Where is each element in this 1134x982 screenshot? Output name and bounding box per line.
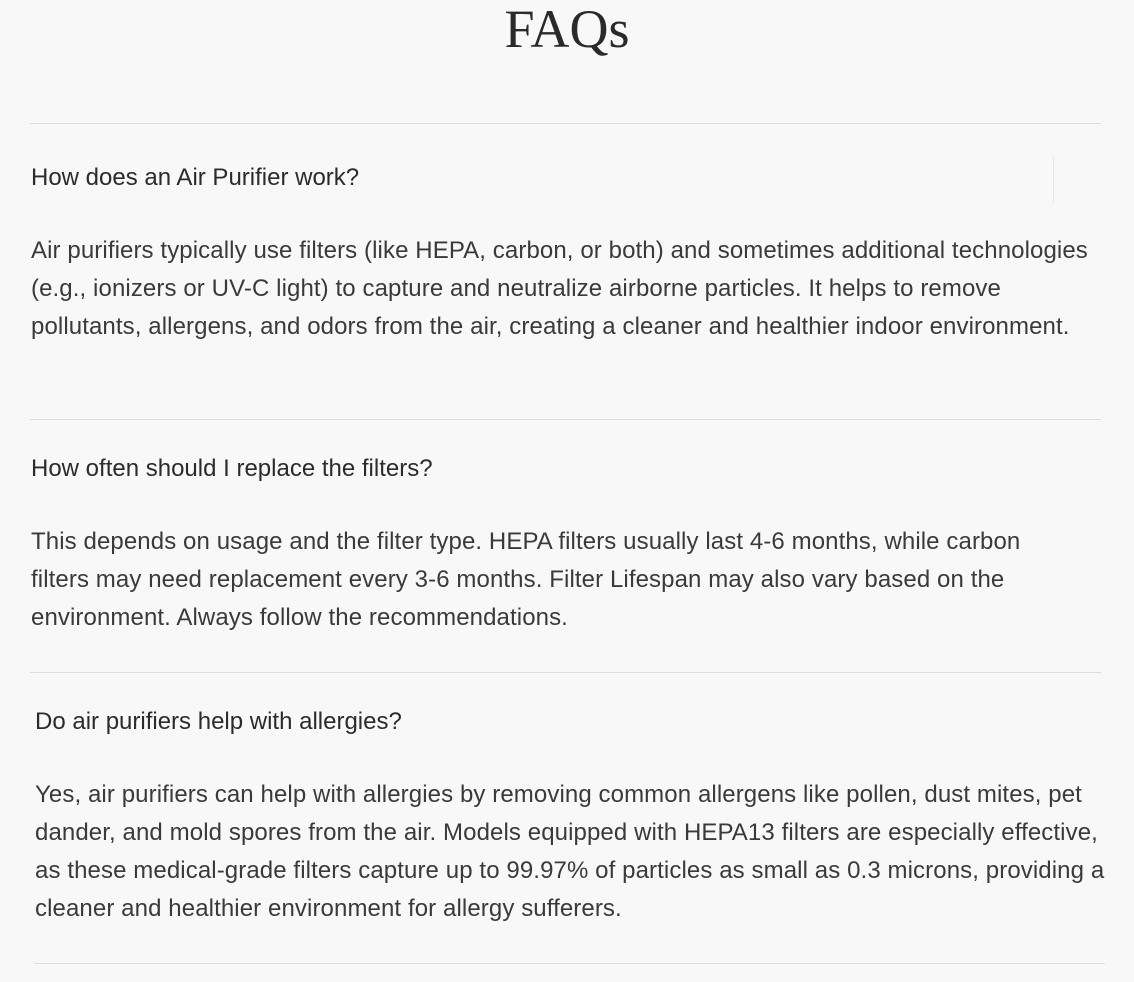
faq-divider: [30, 419, 1101, 420]
faq-question[interactable]: How often should I replace the filters?: [31, 455, 433, 482]
faq-answer: This depends on usage and the filter type. HEPA filters usually last 4-6 months, while carbon filters may need replacement every 3-6 months. Filter Lifespan may also vary based on the environment. Always follow the recommendations.: [31, 528, 1021, 631]
faq-question[interactable]: How does an Air Purifier work?: [31, 164, 360, 191]
faq-answer: Air purifiers typically use filters (like HEPA, carbon, or both) and sometimes additional technologies (e.g., ionizers or UV-C light) to capture and neutralize airborne particles. It helps to remove pollutants, allergens, and odors from the air, creating a cleaner and healthier indoor environment.: [31, 237, 1088, 340]
page-title: FAQs: [504, 0, 630, 59]
faq-divider: [30, 123, 1101, 124]
faq-answer: Yes, air purifiers can help with allergies by removing common allergens like pollen, dust mites, pet dander, and mold spores from the air. Models equipped with HEPA13 filters are especially effective, as these medical-grade filters capture up to 99.97% of particles as small as 0.3 microns, providing a cleaner and healthier environment for allergy sufferers.: [35, 781, 1105, 922]
text-caret: [1053, 155, 1054, 203]
faq-divider: [34, 963, 1105, 964]
faq-divider: [30, 672, 1101, 673]
faq-question[interactable]: Do air purifiers help with allergies?: [35, 708, 402, 735]
